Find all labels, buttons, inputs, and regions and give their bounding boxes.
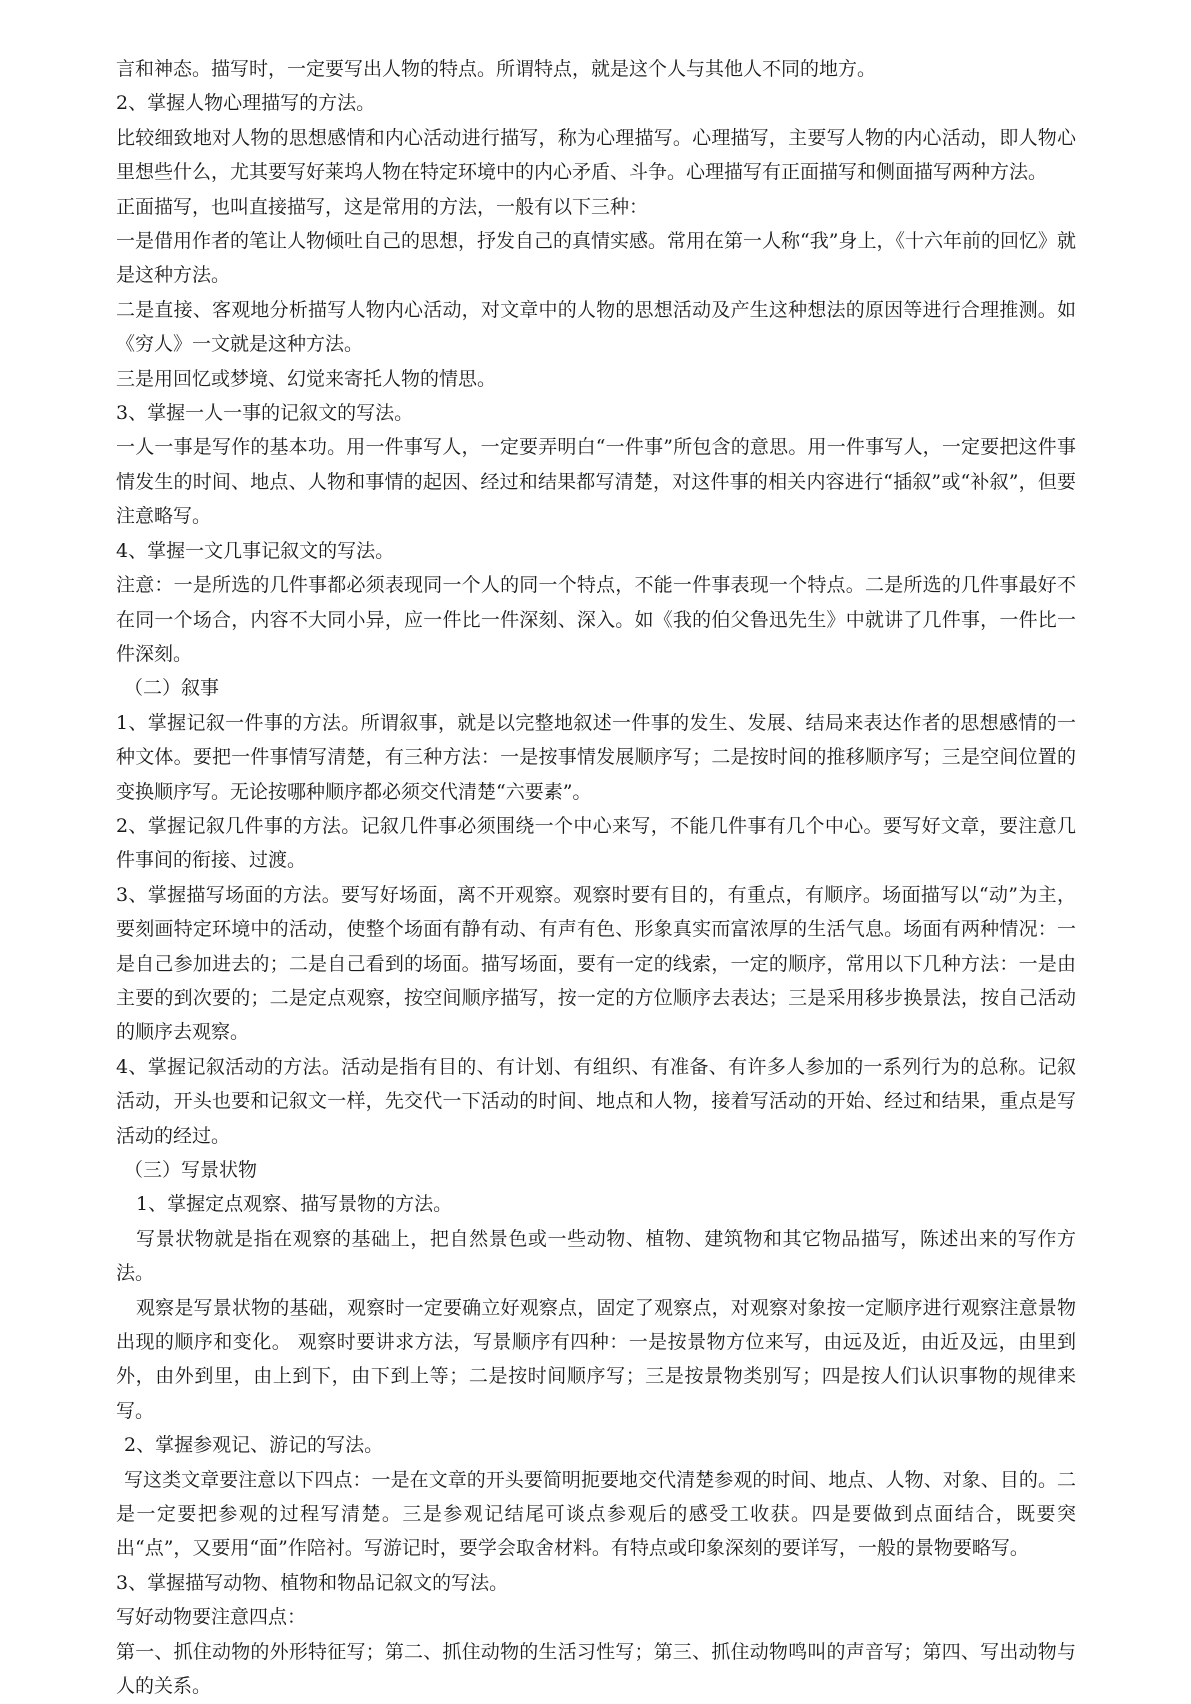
paragraph-method-one: 一是借用作者的笔让人物倾吐自己的思想，抒发自己的真情实感。常用在第一人称“我”身上，《十六年前的回忆》就是这种方法。 (116, 230, 1076, 287)
paragraph-intro-continued: 言和神态。描写时，一定要写出人物的特点。所谓特点，就是这个人与其他人不同的地方。 (116, 58, 877, 80)
paragraph-direct-description: 正面描写，也叫直接描写，这是常用的方法，一般有以下三种： (116, 195, 649, 218)
paragraph-several-events-note: 注意：一是所选的几件事都必须表现同一个人的同一个特点，不能一件事表现一个特点。二是所选的几件事最好不在同一个场合，内容不大同小异，应一件比一件深刻、深入。如《我的伯父鲁迅先生》中就讲了几件事，一件比一件深刻。 (116, 574, 1076, 665)
paragraph-psychology-definition: 比较细致地对人物的思想感情和内心活动进行描写，称为心理描写。心理描写，主要写人物的内心活动，即人物心里想些什么，尤其要写好莱坞人物在特定环境中的内心矛盾、斗争。心理描写有正面描写和侧面描写两种方法。 (116, 126, 1076, 184)
heading-animals-plants-objects: 3、掌握描写动物、植物和物品记叙文的写法。 (116, 1571, 509, 1594)
heading-fixed-point-observation: 1、掌握定点观察、描写景物的方法。 (136, 1193, 453, 1216)
paragraph-one-person-one-event: 一人一事是写作的基本功。用一件事写人，一定要弄明白“一件事”所包含的意思。用一件事写人，一定要把这件事情发生的时间、地点、人物和事情的起因、经过和结果都写清楚，对这件事的相关内容进行“插叙”或“补叙”，但要注意略写。 (116, 436, 1076, 528)
heading-one-person-one-event: 3、掌握一人一事的记叙文的写法。 (116, 402, 414, 425)
section-heading-narration: （二）叙事 (124, 677, 220, 700)
paragraph-animals-four-points: 写好动物要注意四点： (116, 1606, 307, 1629)
section-heading-scenery: （三）写景状物 (124, 1159, 258, 1181)
paragraph-narrate-one-event: 1、掌握记叙一件事的方法。所谓叙事，就是以完整地叙述一件事的发生、发展、结局来表达作者的思想感情的一种文体。要把一件事情写清楚，有三种方法：一是按事情发展顺序写；二是按时间的推移顺序写；三是空间位置的变换顺序写。无论按哪种顺序都必须交代清楚“六要素”。 (116, 711, 1076, 803)
paragraph-narrate-activity: 4、掌握记叙活动的方法。活动是指有目的、有计划、有组织、有准备、有许多人参加的一系列行为的总称。记叙活动，开头也要和记叙文一样，先交代一下活动的时间、地点和人物，接着写活动的开始、经过和结果，重点是写活动的经过。 (116, 1055, 1076, 1147)
paragraph-method-two: 二是直接、客观地分析描写人物内心活动，对文章中的人物的思想活动及产生这种想法的原因等进行合理推测。如《穷人》一文就是这种方法。 (116, 298, 1076, 356)
heading-several-events: 4、掌握一文几事记叙文的写法。 (116, 539, 395, 562)
paragraph-narrate-several-events: 2、掌握记叙几件事的方法。记叙几件事必须围绕一个中心来写，不能几件事有几个中心。要写好文章，要注意几件事间的衔接、过渡。 (116, 814, 1076, 872)
paragraph-describe-scene: 3、掌握描写场面的方法。要写好场面，离不开观察。观察时要有目的，有重点，有顺序。场面描写以“动”为主，要刻画特定环境中的活动，使整个场面有静有动、有声有色、形象真实而富浓厚的生活气息。场面有两种情况：一是自己参加进去的；二是自己看到的场面。描写场面，要有一定的线索，一定的顺序，常用以下几种方法：一是由主要的到次要的；二是定点观察，按空间顺序描写，按一定的方位顺序去表达；三是采用移步换景法，按自己活动的顺序去观察。 (116, 883, 1076, 1044)
paragraph-scenery-definition: 写景状物就是指在观察的基础上，把自然景色或一些动物、植物、建筑物和其它物品描写，陈述出来的写作方法。 (116, 1227, 1076, 1285)
paragraph-observation-methods: 观察是写景状物的基础，观察时一定要确立好观察点，固定了观察点，对观察对象按一定顺序进行观察注意景物出现的顺序和变化。 观察时要讲求方法，写景顺序有四种：一是按景物方位来写，由远及近，由近及远，由里到外，由外到里，由上到下，由下到上等；二是按时间顺序写；三是按景物类别写；四是按人们认识事物的规律来写。 (116, 1296, 1076, 1422)
document-body (116, 52, 1076, 1704)
paragraph-method-three: 三是用回忆或梦境、幻觉来寄托人物的情思。 (116, 367, 497, 390)
paragraph-animals-details: 第一、抓住动物的外形特征写；第二、抓住动物的生活习性写；第三、抓住动物鸣叫的声音写；第四、写出动物与人的关系。 (116, 1640, 1076, 1698)
paragraph-visit-travel-notes: 写这类文章要注意以下四点：一是在文章的开头要简明扼要地交代清楚参观的时间、地点、人物、对象、目的。二是一定要把参观的过程写清楚。三是参观记结尾可谈点参观后的感受工收获。四是要做到点面结合，既要突出“点”，又要用“面”作陪衬。写游记时，要学会取舍材料。有特点或印象深刻的要详写，一般的景物要略写。 (116, 1468, 1076, 1560)
heading-psychology-description: 2、掌握人物心理描写的方法。 (116, 92, 376, 115)
heading-visit-travel-notes: 2、掌握参观记、游记的写法。 (124, 1434, 384, 1457)
